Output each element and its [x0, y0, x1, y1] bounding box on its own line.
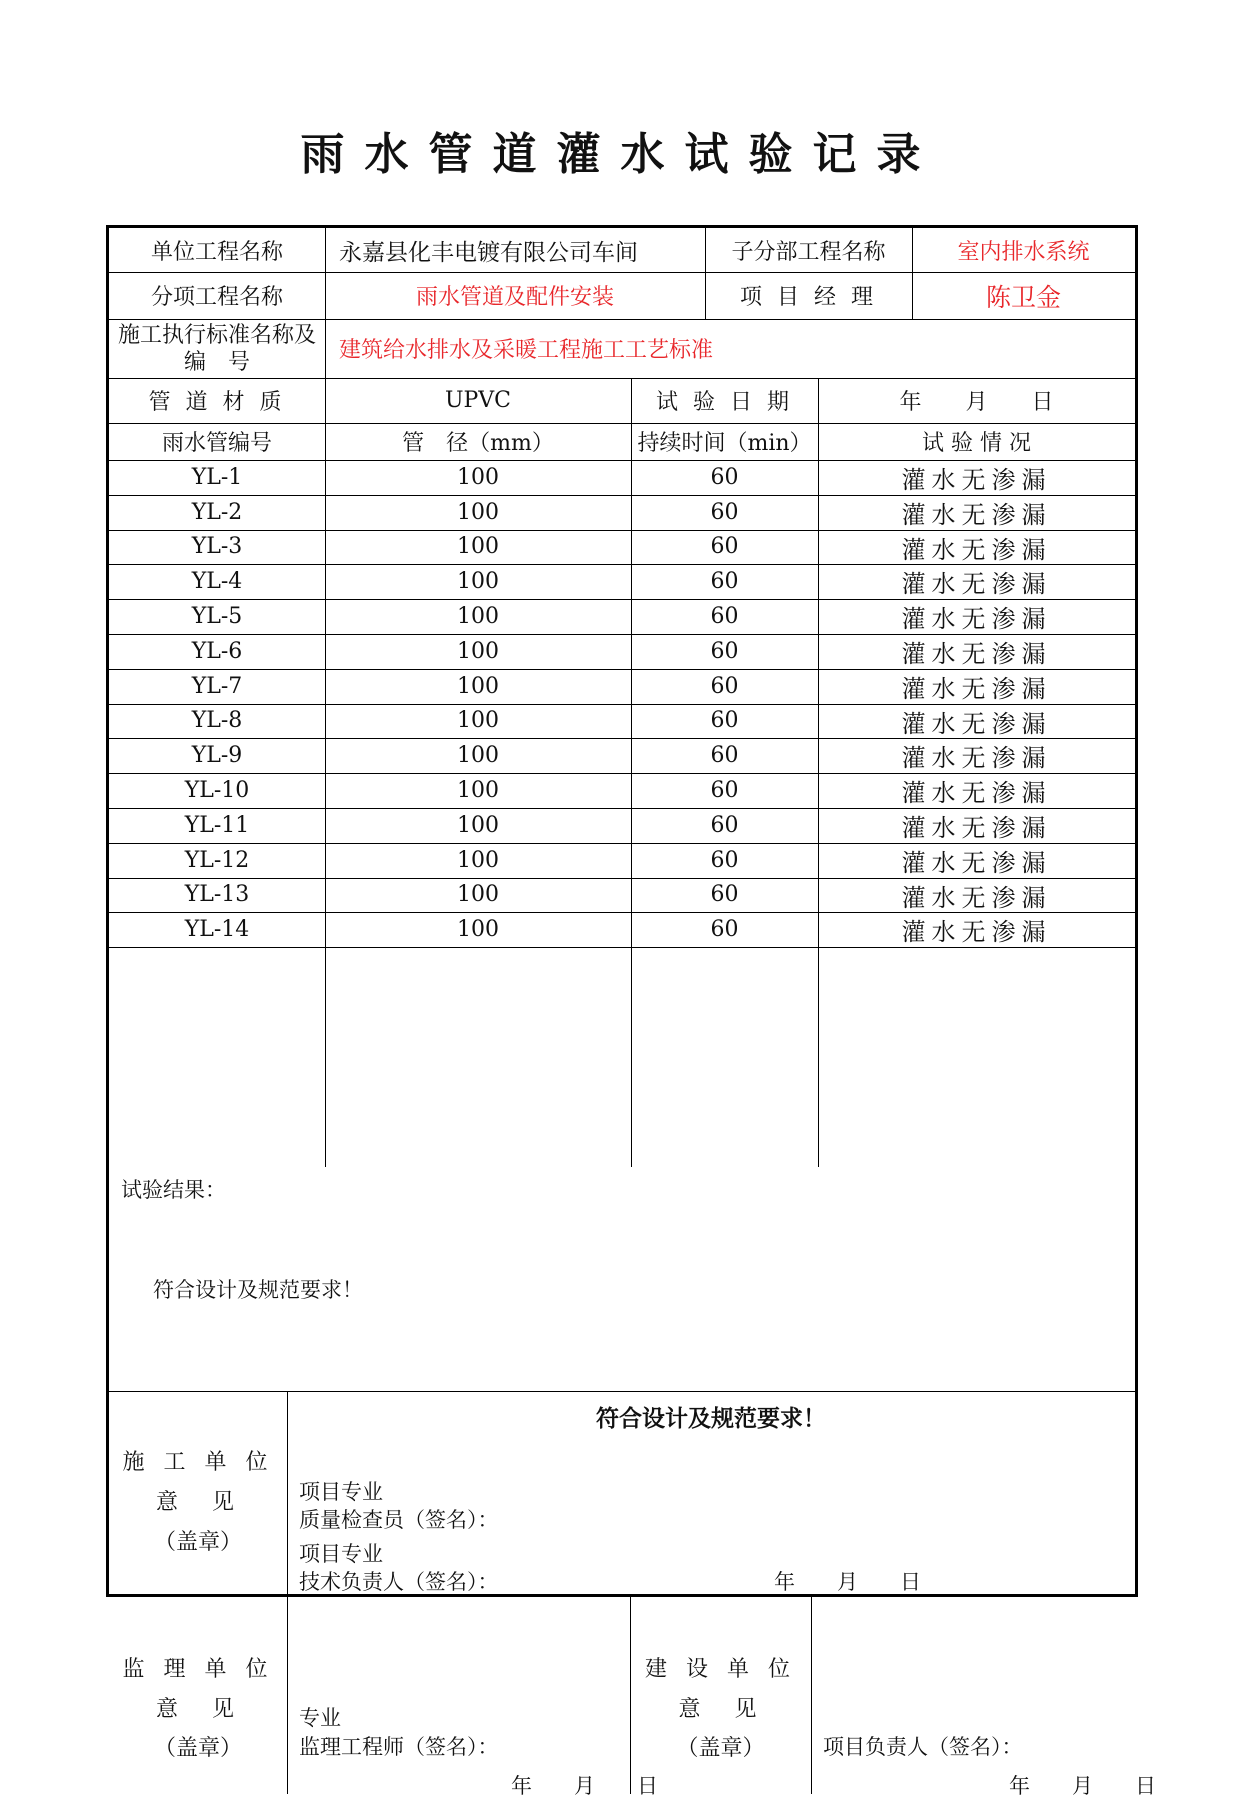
cell-diameter: 100 — [457, 604, 499, 630]
unit-project-label: 单位工程名称 — [150, 239, 283, 265]
cell-diameter: 100 — [457, 638, 499, 664]
cell-duration: 60 — [710, 673, 739, 699]
cell-diameter: 100 — [457, 847, 499, 873]
cell-duration: 60 — [710, 534, 739, 560]
conclusion-text: 符合设计及规范要求！ — [153, 1278, 363, 1302]
cell-diameter: 100 — [457, 778, 499, 804]
item-project-label: 分项工程名称 — [150, 285, 283, 310]
sub-project-label: 子分部工程名称 — [731, 239, 886, 265]
record-form — [106, 225, 1156, 1798]
cell-id: YL-13 — [184, 882, 250, 908]
cell-id: YL-6 — [191, 638, 243, 664]
cell-duration: 60 — [710, 569, 739, 595]
cell-diameter: 100 — [457, 917, 499, 943]
material-value: UPVC — [444, 388, 512, 413]
cell-result: 灌水无渗漏 — [901, 848, 1052, 877]
cell-result: 灌水无渗漏 — [901, 744, 1052, 773]
cell-duration: 60 — [710, 882, 739, 908]
cell-duration: 60 — [710, 743, 739, 769]
cell-result: 灌水无渗漏 — [901, 674, 1052, 703]
owner-leader: 项目负责人（签名）： — [823, 1735, 1023, 1759]
engineer-line1: 专业 — [299, 1706, 341, 1730]
cell-result: 灌水无渗漏 — [901, 918, 1052, 947]
cell-id: YL-5 — [191, 604, 243, 630]
manager-value: 陈卫金 — [985, 282, 1061, 312]
cell-id: YL-12 — [184, 847, 250, 873]
cell-duration: 60 — [710, 638, 739, 664]
column-header-result: 试 验 情 况 — [922, 431, 1031, 456]
page-title: 雨水管道灌水试验记录 — [300, 129, 941, 180]
cell-result: 灌水无渗漏 — [901, 709, 1052, 738]
cell-result: 灌水无渗漏 — [901, 813, 1052, 842]
column-header-duration: 持续时间（min） — [637, 431, 812, 456]
standard-value: 建筑给水排水及采暖工程施工工艺标准 — [339, 338, 714, 363]
inspector-line1: 项目专业 — [299, 1480, 383, 1504]
cell-diameter: 100 — [457, 569, 499, 595]
cell-duration: 60 — [710, 464, 739, 490]
cell-diameter: 100 — [457, 464, 499, 490]
cell-id: YL-3 — [191, 534, 243, 560]
item-project-value: 雨水管道及配件安装 — [415, 285, 614, 310]
cell-id: YL-9 — [191, 743, 243, 769]
construction-date: 年 月 日 — [774, 1570, 921, 1594]
unit-project-value: 永嘉县化丰电镀有限公司车间 — [339, 239, 638, 266]
column-header-diameter: 管 径（mm） — [402, 431, 554, 456]
tech-line2: 技术负责人（签名）： — [299, 1570, 499, 1594]
cell-id: YL-4 — [191, 569, 243, 595]
sub-project-value: 室内排水系统 — [957, 239, 1090, 265]
cell-id: YL-10 — [184, 778, 250, 804]
cell-id: YL-14 — [184, 917, 250, 943]
cell-diameter: 100 — [457, 882, 499, 908]
owner-date: 年 月 日 — [1009, 1774, 1156, 1798]
cell-result: 灌水无渗漏 — [901, 535, 1052, 564]
construction-opinion: 符合设计及规范要求！ — [596, 1404, 826, 1432]
inspector-line2: 质量检查员（签名）： — [299, 1508, 499, 1532]
cell-id: YL-2 — [191, 499, 243, 525]
tech-line1: 项目专业 — [299, 1542, 383, 1566]
construction-label-line2: 意 见 — [155, 1489, 240, 1515]
cell-diameter: 100 — [457, 673, 499, 699]
cell-id: YL-7 — [191, 673, 243, 699]
owner-label-line2: 意 见 — [678, 1696, 763, 1722]
cell-duration: 60 — [710, 917, 739, 943]
supervision-label-line3: （盖章） — [153, 1735, 242, 1761]
cell-result: 灌水无渗漏 — [901, 639, 1052, 668]
supervision-label-line1: 监 理 单 位 — [122, 1656, 274, 1682]
cell-result: 灌水无渗漏 — [901, 605, 1052, 634]
construction-label-line3: （盖章） — [153, 1529, 242, 1555]
standard-label-line2: 编 号 — [183, 349, 250, 375]
cell-result: 灌水无渗漏 — [901, 500, 1052, 529]
conclusion-label: 试验结果： — [121, 1178, 226, 1202]
cell-duration: 60 — [710, 778, 739, 804]
cell-id: YL-8 — [191, 708, 243, 734]
cell-id: YL-1 — [191, 464, 243, 490]
owner-label-line1: 建 设 单 位 — [645, 1656, 796, 1682]
material-label: 管 道 材 质 — [148, 390, 286, 415]
cell-diameter: 100 — [457, 499, 499, 525]
cell-result: 灌水无渗漏 — [901, 779, 1052, 808]
manager-label: 项 目 经 理 — [740, 285, 877, 310]
cell-duration: 60 — [710, 708, 739, 734]
cell-duration: 60 — [710, 847, 739, 873]
test-date-label: 试 验 日 期 — [656, 390, 793, 415]
cell-duration: 60 — [710, 499, 739, 525]
cell-diameter: 100 — [457, 743, 499, 769]
cell-result: 灌水无渗漏 — [901, 570, 1052, 599]
standard-label-line1: 施工执行标准名称及 — [117, 322, 316, 348]
engineer-line2: 监理工程师（签名）： — [299, 1735, 499, 1759]
cell-duration: 60 — [710, 604, 739, 630]
column-header-id: 雨水管编号 — [161, 431, 272, 456]
cell-diameter: 100 — [457, 534, 499, 560]
cell-diameter: 100 — [457, 708, 499, 734]
cell-id: YL-11 — [184, 812, 250, 838]
supervision-date: 年 月 日 — [511, 1774, 658, 1798]
cell-result: 灌水无渗漏 — [901, 465, 1052, 494]
cell-diameter: 100 — [457, 812, 499, 838]
owner-label-line3: （盖章） — [676, 1735, 765, 1761]
supervision-label-line2: 意 见 — [155, 1696, 240, 1722]
cell-result: 灌水无渗漏 — [901, 883, 1052, 912]
test-date-value: 年 月 日 — [899, 390, 1054, 415]
construction-label-line1: 施 工 单 位 — [122, 1449, 274, 1475]
standard-label — [109, 319, 325, 378]
cell-duration: 60 — [710, 812, 739, 838]
